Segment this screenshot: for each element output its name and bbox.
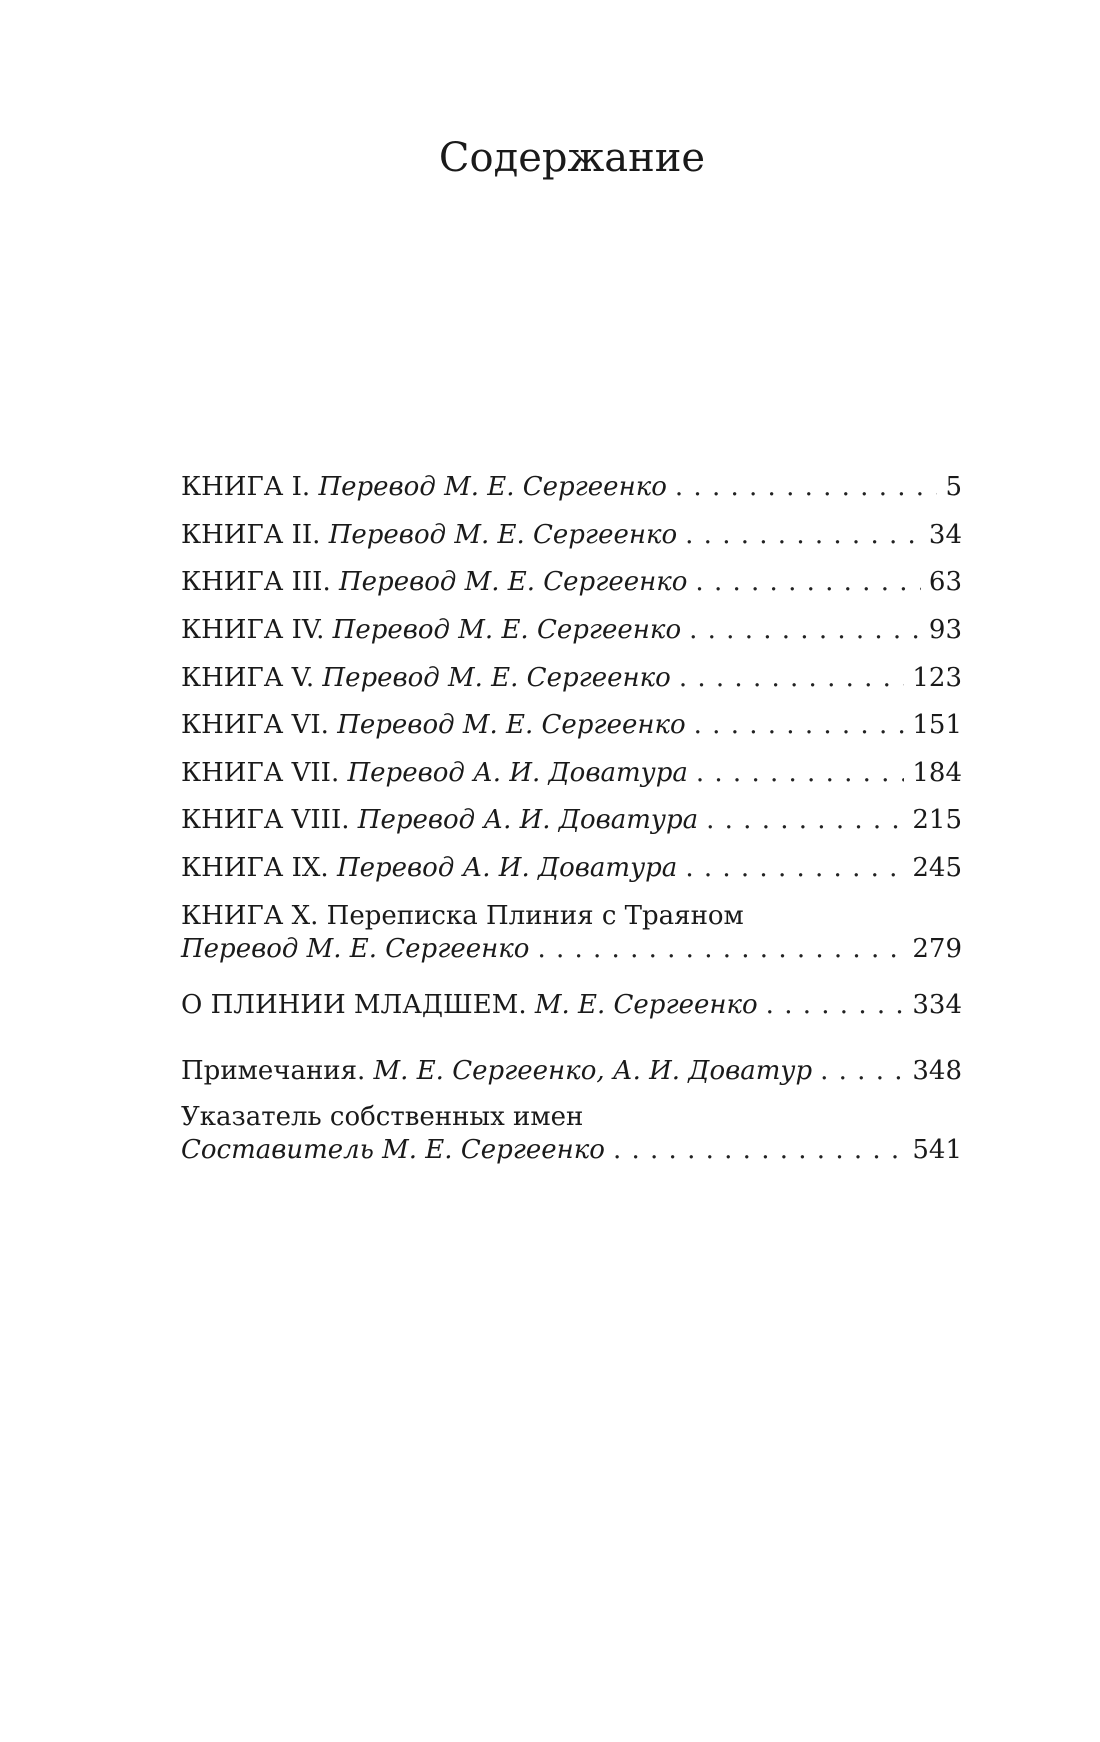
toc-entry[interactable] (181, 990, 962, 1020)
entry-heading: Указатель собственных имен (181, 1102, 584, 1132)
dot-leader (766, 990, 905, 1020)
page-number: 245 (912, 853, 962, 883)
dot-leader (685, 520, 921, 550)
dot-leader (696, 758, 905, 788)
page-number: 93 (928, 615, 962, 645)
entry-subtitle: Перевод М. Е. Сергеенко (318, 472, 667, 502)
toc-entry[interactable] (181, 1056, 962, 1086)
entry-heading: КНИГА VII. (181, 758, 340, 788)
page-number: 215 (912, 805, 962, 835)
toc-entry[interactable] (181, 472, 962, 502)
toc-entry[interactable] (181, 934, 962, 964)
dot-leader (679, 663, 905, 693)
page-number: 334 (912, 990, 962, 1020)
entry-subtitle: Составитель М. Е. Сергеенко (181, 1135, 605, 1165)
entry-subtitle: М. Е. Сергеенко (534, 990, 758, 1020)
entry-heading: О ПЛИНИИ МЛАДШЕМ. (181, 990, 527, 1020)
page-number: 5 (945, 472, 962, 502)
dot-leader (706, 805, 904, 835)
dot-leader (689, 615, 921, 645)
toc-entry[interactable] (181, 663, 962, 693)
page-number: 184 (912, 758, 962, 788)
toc-entry-heading-line[interactable] (181, 901, 962, 931)
entry-heading: КНИГА IV. (181, 615, 325, 645)
dot-leader (613, 1135, 904, 1165)
entry-heading: КНИГА IX. (181, 853, 329, 883)
page-number: 151 (912, 710, 962, 740)
toc-entry[interactable] (181, 615, 962, 645)
entry-heading: КНИГА VIII. (181, 805, 350, 835)
toc-entry[interactable] (181, 805, 962, 835)
entry-subtitle: Перевод М. Е. Сергеенко (322, 663, 671, 693)
dot-leader (675, 472, 938, 502)
entry-subtitle: Перевод М. Е. Сергеенко (332, 615, 682, 645)
page-title: Содержание (438, 135, 706, 181)
page-number: 34 (928, 520, 962, 550)
toc-entry-heading-line[interactable] (181, 1102, 962, 1132)
entry-subtitle: Перевод М. Е. Сергеенко (181, 934, 530, 964)
entry-subtitle: Перевод М. Е. Сергеенко (338, 567, 688, 597)
dot-leader (685, 853, 904, 883)
entry-heading: КНИГА X. Переписка Плиния с Траяном (181, 901, 744, 931)
entry-subtitle: Перевод М. Е. Сергеенко (337, 710, 686, 740)
toc-entry[interactable] (181, 710, 962, 740)
entry-heading: КНИГА V. (181, 663, 315, 693)
entry-subtitle: Перевод А. И. Доватура (347, 758, 688, 788)
page-number: 279 (912, 934, 962, 964)
page-number: 123 (912, 663, 962, 693)
entry-subtitle: Перевод М. Е. Сергеенко (328, 520, 678, 550)
entry-subtitle: Перевод А. И. Доватура (336, 853, 678, 883)
page-number: 348 (912, 1056, 962, 1086)
toc-entry[interactable] (181, 1135, 962, 1165)
page-number: 541 (912, 1135, 962, 1165)
dot-leader (537, 934, 904, 964)
entry-heading: КНИГА III. (181, 567, 331, 597)
dot-leader (695, 567, 920, 597)
entry-heading: КНИГА I. (181, 472, 311, 502)
page-number: 63 (928, 567, 962, 597)
entry-subtitle: М. Е. Сергеенко, А. И. Доватур (373, 1056, 813, 1086)
dot-leader (820, 1056, 904, 1086)
toc-entry[interactable] (181, 567, 962, 597)
entry-heading: Примечания. (181, 1056, 366, 1086)
entry-heading: КНИГА II. (181, 520, 321, 550)
entry-heading: КНИГА VI. (181, 710, 329, 740)
entry-subtitle: Перевод А. И. Доватура (357, 805, 699, 835)
toc-entry[interactable] (181, 520, 962, 550)
toc-entry[interactable] (181, 758, 962, 788)
toc-entry[interactable] (181, 853, 962, 883)
dot-leader (694, 710, 905, 740)
